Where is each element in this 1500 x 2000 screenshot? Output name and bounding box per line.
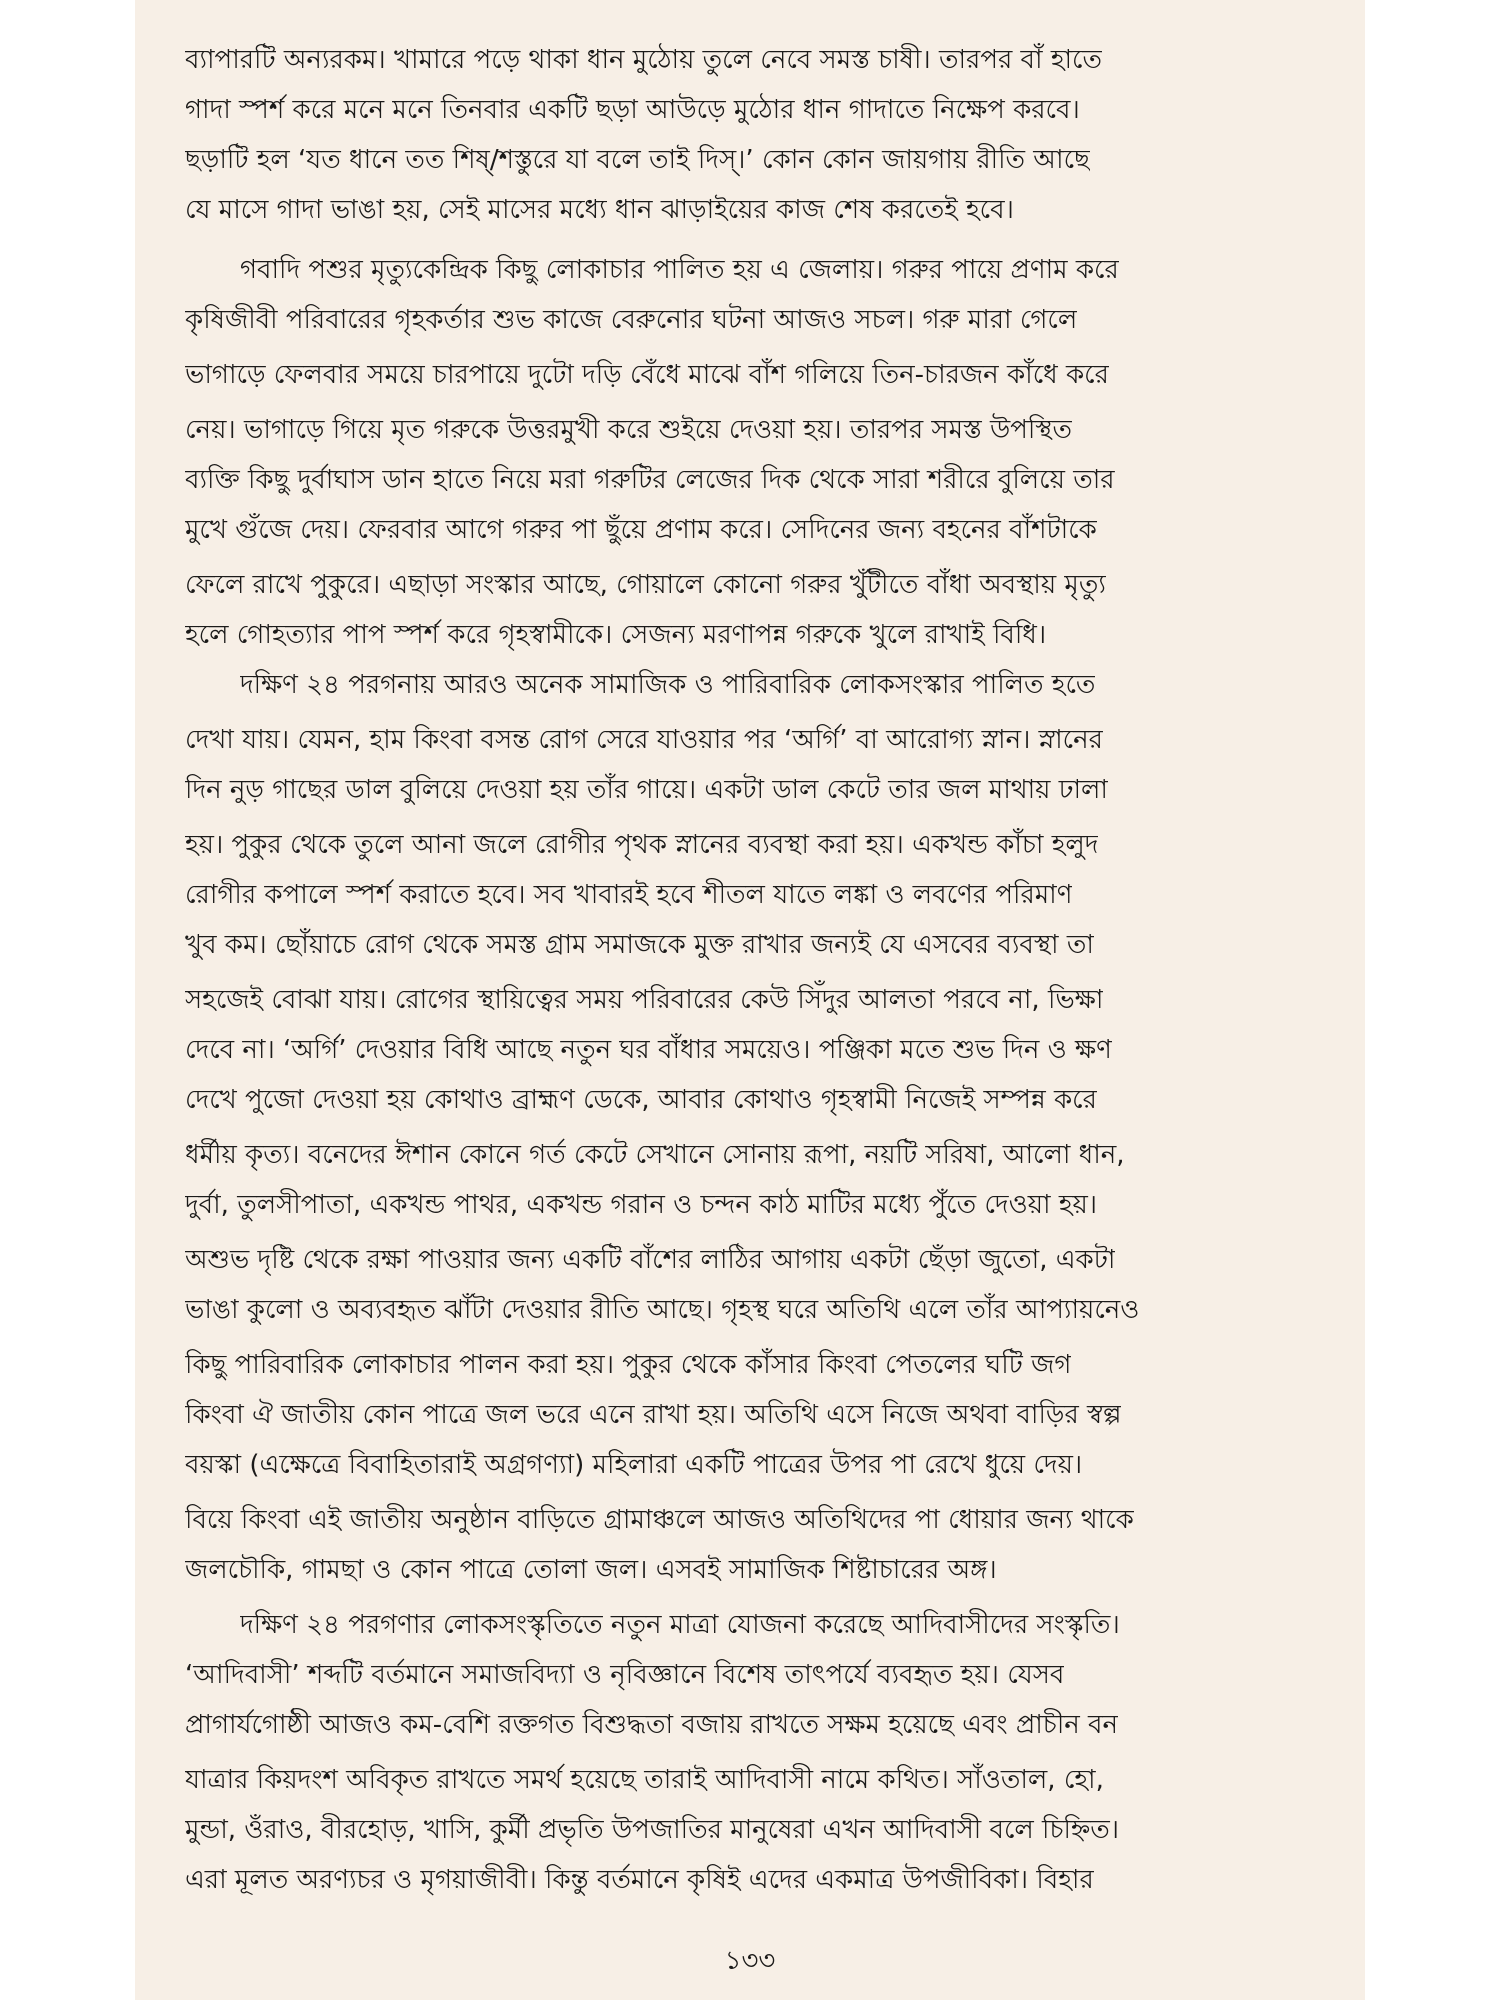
text-line: দেখে পুজো দেওয়া হয় কোথাও ব্রাহ্মণ ডেকে, আবার কোথাও গৃহস্বামী নিজেই সম্পন্ন করে xyxy=(185,1085,1097,1115)
text-line: কিছু পারিবারিক লোকাচার পালন করা হয়। পুকুর থেকে কাঁসার কিংবা পেতলের ঘটি জগ xyxy=(185,1350,1072,1380)
text-line: কিংবা ঐ জাতীয় কোন পাত্রে জল ভরে এনে রাখা হয়। অতিথি এসে নিজে অথবা বাড়ির স্বল্প xyxy=(185,1400,1122,1430)
book-page xyxy=(135,0,1365,2000)
text-line: সহজেই বোঝা যায়। রোগের স্থায়িত্বের সময় পরিবারের কেউ সিঁদুর আলতা পরবে না, ভিক্ষা xyxy=(185,985,1104,1015)
text-line: দেখা যায়। যেমন, হাম কিংবা বসন্ত রোগ সেরে যাওয়ার পর ‘অর্গি’ বা আরোগ্য স্নান। স্নানের xyxy=(185,725,1103,755)
text-line: রোগীর কপালে স্পর্শ করাতে হবে। সব খাবারই হবে শীতল যাতে লঙ্কা ও লবণের পরিমাণ xyxy=(185,880,1073,910)
text-line: ভাগাড়ে ফেলবার সময়ে চারপায়ে দুটো দড়ি বেঁধে মাঝে বাঁশ গলিয়ে তিন-চারজন কাঁধে করে xyxy=(185,360,1109,390)
text-line: দক্ষিণ ২৪ পরগণার লোকসংস্কৃতিতে নতুন মাত্রা যোজনা করেছে আদিবাসীদের সংস্কৃতি। xyxy=(240,1610,1120,1640)
text-line: ভাঙা কুলো ও অব্যবহৃত ঝাঁটা দেওয়ার রীতি আছে। গৃহস্থ ঘরে অতিথি এলে তাঁর আপ্যায়নেও xyxy=(185,1295,1140,1325)
text-line: ধর্মীয় কৃত্য। বনেদের ঈশান কোনে গর্ত কেটে সেখানে সোনায় রূপা, নয়টি সরিষা, আলো ধান, xyxy=(185,1140,1125,1170)
text-line: ব্যক্তি কিছু দুর্বাঘাস ডান হাতে নিয়ে মরা গরুটির লেজের দিক থেকে সারা শরীরে বুলিয়ে তার xyxy=(185,465,1115,495)
text-line: বিয়ে কিংবা এই জাতীয় অনুষ্ঠান বাড়িতে গ্রামাঞ্চলে আজও অতিথিদের পা ধোয়ার জন্য থাকে xyxy=(185,1505,1134,1535)
text-line: মুখে গুঁজে দেয়। ফেরবার আগে গরুর পা ছুঁয়ে প্রণাম করে। সেদিনের জন্য বহনের বাঁশটাকে xyxy=(185,515,1097,545)
text-line: হয়। পুকুর থেকে তুলে আনা জলে রোগীর পৃথক স্নানের ব্যবস্থা করা হয়। একখন্ড কাঁচা হলুদ xyxy=(185,830,1099,860)
text-line: গবাদি পশুর মৃত্যুকেন্দ্রিক কিছু লোকাচার পালিত হয় এ জেলায়। গরুর পায়ে প্রণাম করে xyxy=(240,255,1119,285)
text-line: যাত্রার কিয়দংশ অবিকৃত রাখতে সমর্থ হয়েছে তারাই আদিবাসী নামে কথিত। সাঁওতাল, হো, xyxy=(185,1765,1104,1795)
text-line: দেবে না। ‘অর্গি’ দেওয়ার বিধি আছে নতুন ঘর বাঁধার সময়েও। পঞ্জিকা মতে শুভ দিন ও ক্ষণ xyxy=(185,1035,1112,1065)
text-line: খুব কম। ছোঁয়াচে রোগ থেকে সমস্ত গ্রাম সমাজকে মুক্ত রাখার জন্যই যে এসবের ব্যবস্থা তা xyxy=(185,930,1094,960)
text-line: ফেলে রাখে পুকুরে। এছাড়া সংস্কার আছে, গোয়ালে কোনো গরুর খুঁটীতে বাঁধা অবস্থায় মৃত্যু xyxy=(185,570,1106,600)
text-line: দক্ষিণ ২৪ পরগনায় আরও অনেক সামাজিক ও পারিবারিক লোকসংস্কার পালিত হতে xyxy=(240,670,1096,700)
text-line: যে মাসে গাদা ভাঙা হয়, সেই মাসের মধ্যে ধান ঝাড়াইয়ের কাজ শেষ করতেই হবে। xyxy=(185,195,1014,225)
text-line: মুন্ডা, ওঁরাও, বীরহোড়, খাসি, কুর্মী প্রভৃতি উপজাতির মানুষেরা এখন আদিবাসী বলে চিহ্নিত। xyxy=(185,1815,1120,1845)
text-line: দুর্বা, তুলসীপাতা, একখন্ড পাথর, একখন্ড গরান ও চন্দন কাঠ মাটির মধ্যে পুঁতে দেওয়া হয়। xyxy=(185,1190,1098,1220)
text-line: অশুভ দৃষ্টি থেকে রক্ষা পাওয়ার জন্য একটি বাঁশের লাঠির আগায় একটা ছেঁড়া জুতো, একটা xyxy=(185,1245,1116,1275)
page-number: ১৩৩ xyxy=(724,1946,776,1976)
text-line: ব্যাপারটি অন্যরকম। খামারে পড়ে থাকা ধান মুঠোয় তুলে নেবে সমস্ত চাষী। তারপর বাঁ হাতে xyxy=(185,45,1102,75)
text-line: দিন নুড় গাছের ডাল বুলিয়ে দেওয়া হয় তাঁর গায়ে। একটা ডাল কেটে তার জল মাথায় ঢালা xyxy=(185,775,1108,805)
text-line: ছড়াটি হল ‘যত ধানে তত শিষ্/শস্তুরে যা বলে তাই দিস্।’ কোন কোন জায়গায় রীতি আছে xyxy=(185,145,1090,175)
text-line: গাদা স্পর্শ করে মনে মনে তিনবার একটি ছড়া আউড়ে মুঠোর ধান গাদাতে নিক্ষেপ করবে। xyxy=(185,95,1080,125)
text-line: ‘আদিবাসী’ শব্দটি বর্তমানে সমাজবিদ্যা ও নৃবিজ্ঞানে বিশেষ তাৎপর্যে ব্যবহৃত হয়। যেসব xyxy=(185,1660,1065,1690)
text-line: হলে গোহত্যার পাপ স্পর্শ করে গৃহস্বামীকে। সেজন্য মরণাপন্ন গরুকে খুলে রাখাই বিধি। xyxy=(185,620,1047,650)
text-line: বয়স্কা (এক্ষেত্রে বিবাহিতারাই অগ্রগণ্যা) মহিলারা একটি পাত্রের উপর পা রেখে ধুয়ে দেয়। xyxy=(185,1450,1083,1480)
text-line: প্রাগার্যগোষ্ঠী আজও কম-বেশি রক্তগত বিশুদ্ধতা বজায় রাখতে সক্ষম হয়েছে এবং প্রাচীন বন xyxy=(185,1710,1119,1740)
text-line: নেয়। ভাগাড়ে গিয়ে মৃত গরুকে উত্তরমুখী করে শুইয়ে দেওয়া হয়। তারপর সমস্ত উপস্থিত xyxy=(185,415,1073,445)
text-line: কৃষিজীবী পরিবারের গৃহকর্তার শুভ কাজে বেরুনোর ঘটনা আজও সচল। গরু মারা গেলে xyxy=(185,305,1078,335)
text-line: এরা মূলত অরণ্যচর ও মৃগয়াজীবী। কিন্তু বর্তমানে কৃষিই এদের একমাত্র উপজীবিকা। বিহার xyxy=(185,1865,1094,1895)
text-line: জলচৌকি, গামছা ও কোন পাত্রে তোলা জল। এসবই সামাজিক শিষ্টাচারের অঙ্গ। xyxy=(185,1555,997,1585)
